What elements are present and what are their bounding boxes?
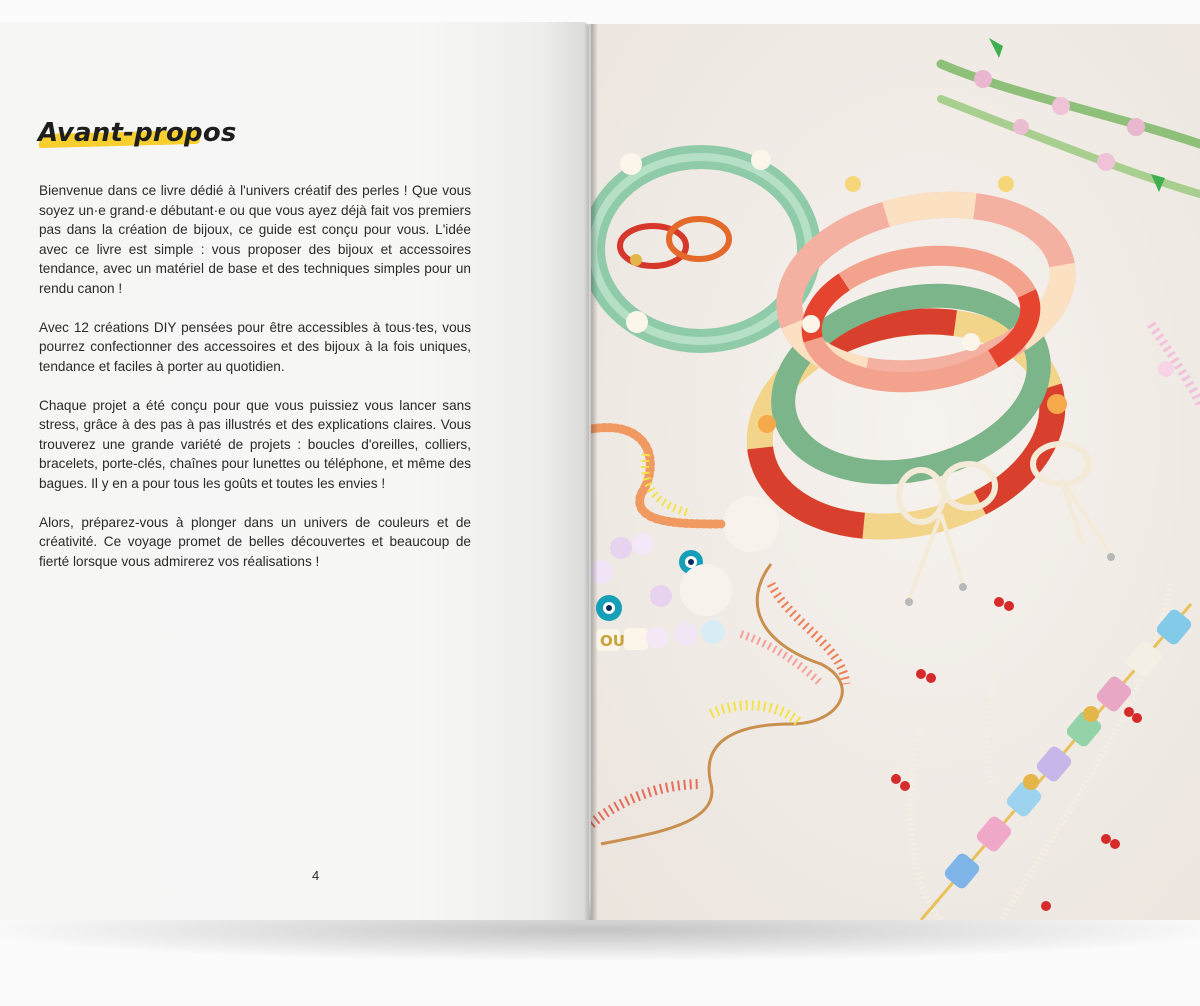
paragraph-2: Avec 12 créations DIY pensées pour être accessibles à tous·tes, vous pourrez confectionner des accessoires et des bijoux à la fois uniques, tendance et faciles à porter au quotidien.	[39, 319, 471, 374]
paragraph-1: Bienvenue dans ce livre dédié à l'univers créatif des perles ! Que vous soyez un·e grand·e débutant·e ou que vous ayez déjà fait vos premiers pas dans la création de bijoux, ce guide est conçu pour vous. L'idée avec ce livre est simple : vous proposer des bijoux et accessoires tendance, avec un matériel de base et des techniques simples pour un rendu canon !	[39, 183, 471, 296]
page-number: 4	[312, 868, 320, 883]
book-gutter	[584, 24, 598, 920]
paragraph-4: Alors, préparez-vous à plonger dans un univers de couleurs et de créativité. Ce voyage promet de belles découvertes et beaucoup de fierté lorsque vous admirerez vos réalisations !	[39, 514, 471, 569]
jewelry-photo	[591, 24, 1200, 920]
left-page	[0, 22, 589, 920]
right-page	[591, 24, 1200, 920]
letter-beads: OU	[600, 632, 625, 650]
title-block	[38, 118, 237, 148]
page-title: Avant-propos	[38, 118, 237, 148]
paragraph-3: Chaque projet a été conçu pour que vous puissiez vous lancer sans stress, grâce à des pas à pas illustrés et des explications claires. Vous trouverez une grande variété de projets : boucles d'oreilles, colliers, bracelets, porte-clés, chaînes pour lunettes ou téléphone, et même des bagues. Il y en a pour tous les goûts et toutes les envies !	[39, 397, 471, 491]
foreword-text	[39, 181, 471, 591]
